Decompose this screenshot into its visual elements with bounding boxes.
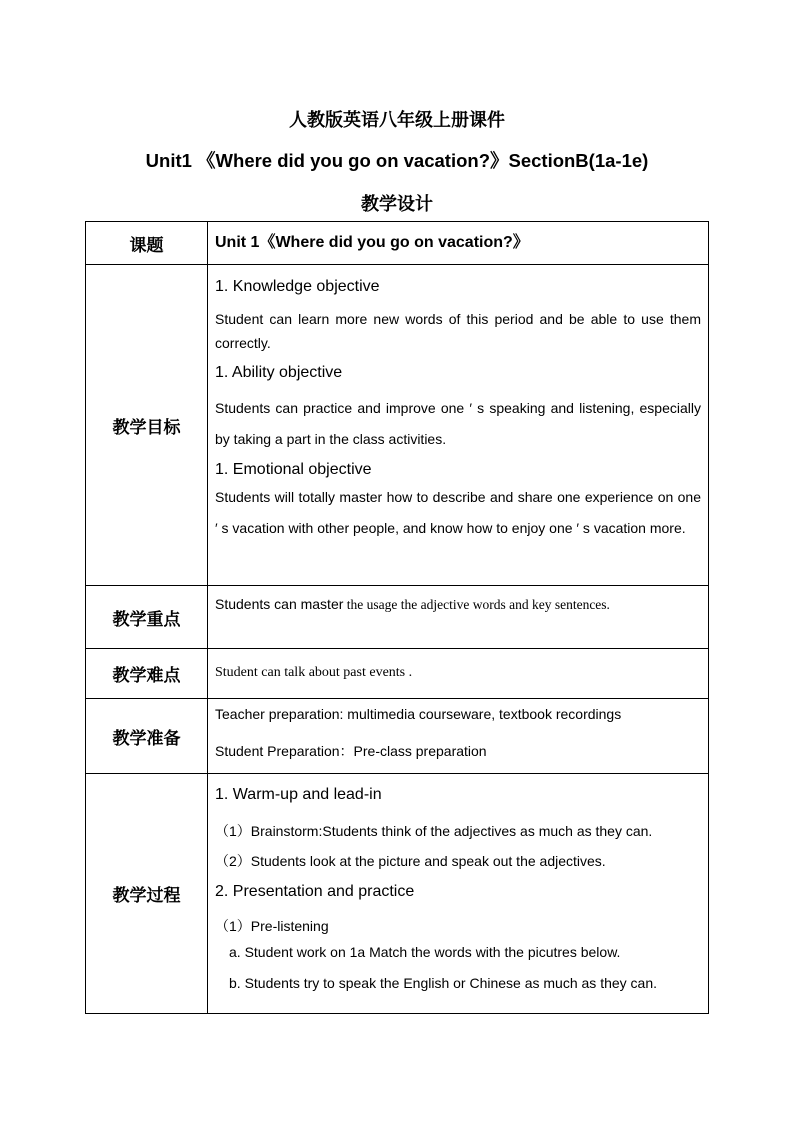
key-points-label: 教学重点 bbox=[86, 586, 208, 649]
difficulties-cell bbox=[208, 649, 709, 699]
lesson-plan-table bbox=[85, 221, 709, 1014]
process-label: 教学过程 bbox=[86, 774, 208, 1014]
student-preparation: Student Preparation：Pre-class preparation bbox=[215, 742, 487, 759]
preparation-cell bbox=[208, 699, 709, 774]
difficulties-label: 教学难点 bbox=[86, 649, 208, 699]
ability-objective-heading: 1. Ability objective bbox=[215, 363, 343, 381]
key-points-row bbox=[86, 586, 709, 649]
emotional-objective-heading: 1. Emotional objective bbox=[215, 461, 372, 479]
key-points-cell bbox=[208, 586, 709, 649]
preparation-row bbox=[86, 699, 709, 774]
topic-value-cell bbox=[208, 222, 709, 265]
key-points-prefix: Students can master bbox=[215, 596, 344, 612]
knowledge-objective-text: Student can learn more new words of this period and be able to use them correctly. bbox=[215, 310, 701, 351]
key-points-text bbox=[215, 595, 701, 614]
topic-label: 课题 bbox=[86, 222, 208, 265]
objectives-label: 教学目标 bbox=[86, 265, 208, 586]
prelistening-item: （1）Pre-listening bbox=[215, 917, 329, 934]
difficulties-row bbox=[86, 649, 709, 699]
preparation-label: 教学准备 bbox=[86, 699, 208, 774]
document-section-title: 教学设计 bbox=[361, 194, 433, 214]
difficulties-text: Student can talk about past events . bbox=[215, 665, 413, 681]
emotional-objective-text: Students will totally master how to describe and share one experience on one ′ s vacation with other people, and know how to enjoy one ′ s vacation more. bbox=[215, 488, 701, 536]
document-title: 人教版英语八年级上册课件 bbox=[289, 110, 505, 130]
warmup-item-2: （2）Students look at the picture and speak out the adjectives. bbox=[215, 853, 606, 870]
objectives-cell bbox=[208, 265, 709, 586]
prelistening-sub-a: a. Student work on 1a Match the words with the picutres below. bbox=[229, 943, 621, 960]
objectives-row bbox=[86, 265, 709, 586]
prelistening-sub-b: b. Students try to speak the English or Chinese as much as they can. bbox=[229, 974, 658, 991]
knowledge-objective-heading: 1. Knowledge objective bbox=[215, 278, 380, 295]
document-subtitle: Unit1 《Where did you go on vacation?》SectionB(1a-1e) bbox=[145, 150, 649, 171]
warmup-item-1: （1）Brainstorm:Students think of the adjectives as much as they can. bbox=[215, 822, 653, 839]
process-row bbox=[86, 774, 709, 1014]
topic-row bbox=[86, 222, 709, 265]
warmup-heading: 1. Warm-up and lead-in bbox=[215, 786, 382, 803]
presentation-heading: 2. Presentation and practice bbox=[215, 883, 415, 901]
teacher-preparation: Teacher preparation: multimedia courseware, textbook recordings bbox=[215, 706, 622, 722]
ability-objective-text: Students can practice and improve one ′ s speaking and listening, especially by taking a part in the class activities. bbox=[215, 400, 701, 448]
topic-value: Unit 1《Where did you go on vacation?》 bbox=[215, 234, 529, 252]
key-points-rest: the usage the adjective words and key sentences. bbox=[343, 597, 610, 612]
process-cell bbox=[208, 774, 709, 1014]
